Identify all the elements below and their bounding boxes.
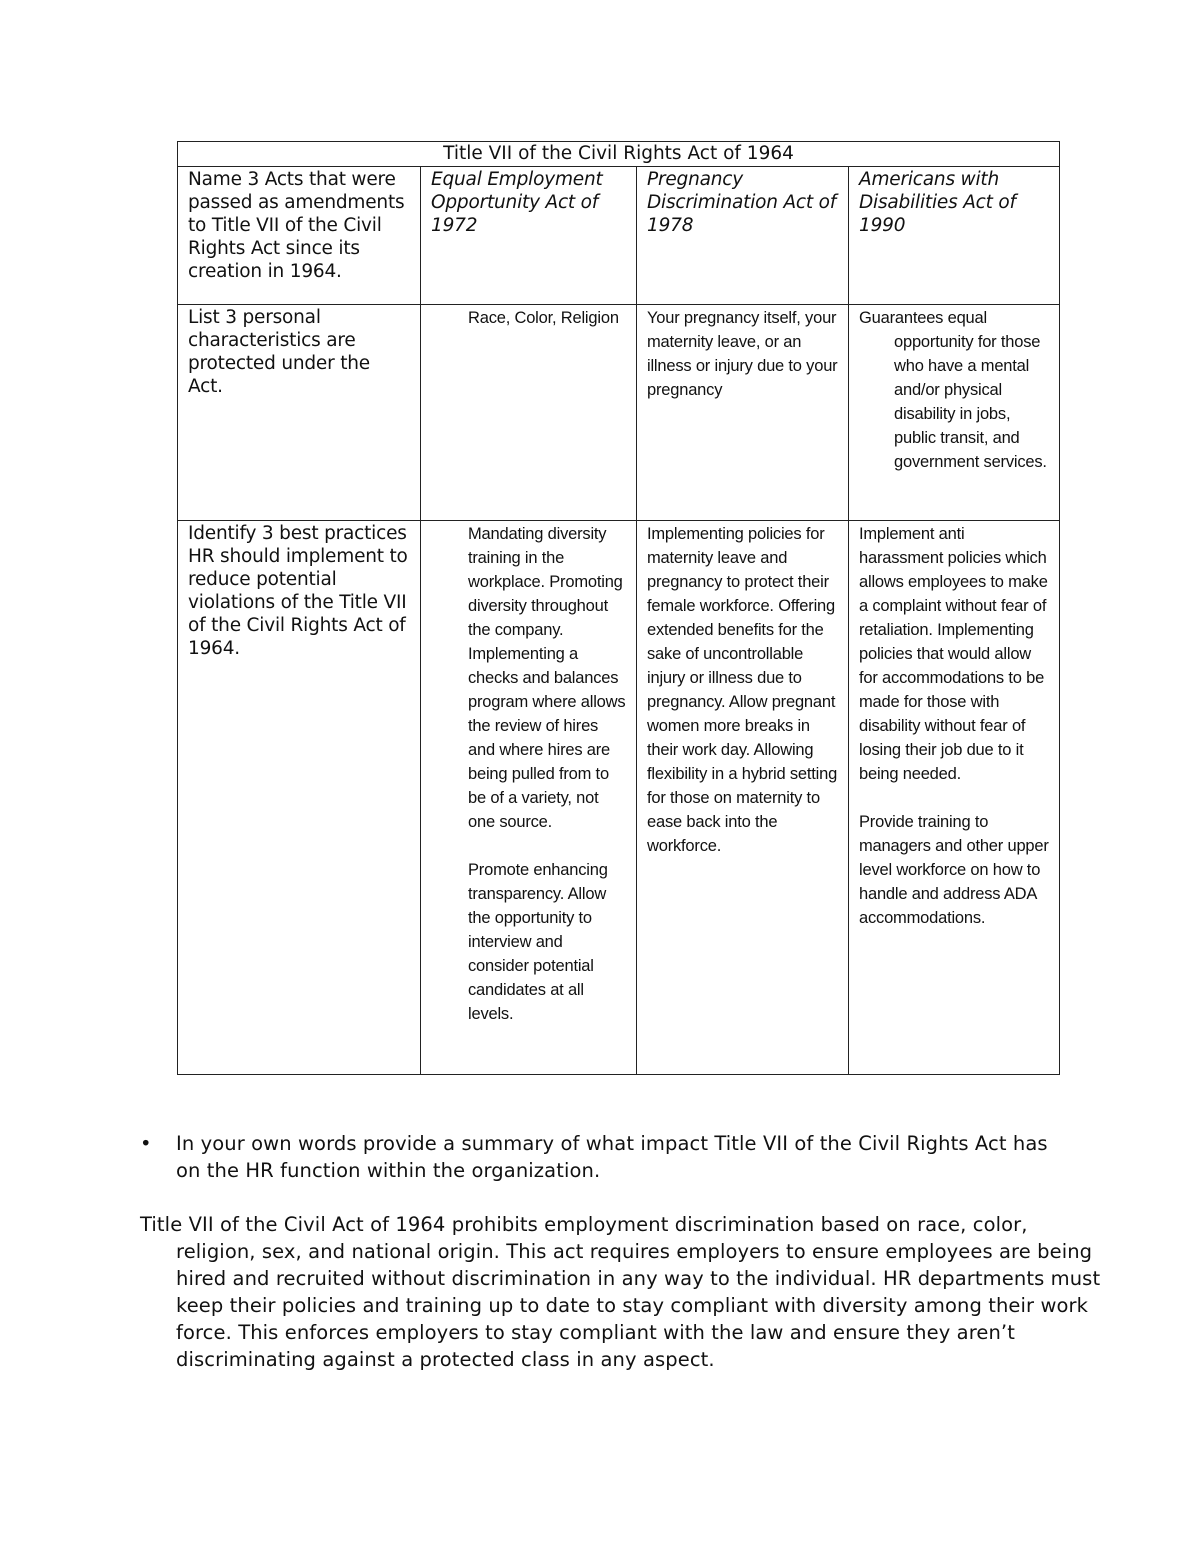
table-title-row [178,142,1060,167]
answer-cell [421,521,637,1075]
answer-cell: Equal Employment Opportunity Act of 1972 [421,167,637,305]
civil-rights-table [177,141,1060,1075]
table-title: Title VII of the Civil Rights Act of 1964 [178,142,1060,167]
answer-paragraph: Promote enhancing transparency. Allow the opportunity to interview and consider potential candidates at all levels. [468,861,608,1023]
question-cell: Name 3 Acts that were passed as amendments to Title VII of the Civil Rights Act since its creation in 1964. [178,167,421,305]
bullet-item [140,1130,1070,1184]
paragraph-gap [859,786,1049,810]
paragraph-gap [468,834,626,858]
summary-paragraph: Title VII of the Civil Act of 1964 prohibits employment discrimination based on race, color, religion, sex, and national origin. This act requires employers to ensure employees are being hired and recruited without discrimination in any way to the individual. HR departments must keep their policies and training up to date to stay compliant with diversity among their work force. This enforces employers to stay compliant with the law and ensure they aren’t discriminating against a protected class in any aspect. [140,1213,1101,1371]
answer-cell: Implementing policies for maternity leave and pregnancy to protect their female workforce. Offering extended benefits for the sake of uncontrollable injury or illness due to pregnancy. Allow pregnant women more breaks in their work day. Allowing flexibility in a hybrid setting for those on maternity to ease back into the workforce. [637,521,849,1075]
answer-cell: Race, Color, Religion [421,305,637,521]
answer-cell [849,305,1060,521]
answer-cell: Americans with Disabilities Act of 1990 [849,167,1060,305]
bullet-icon: • [140,1132,152,1155]
table-row [178,167,1060,305]
table-row [178,305,1060,521]
answer-paragraph: Implement anti harassment policies which allows employees to make a complaint without fear of retaliation. Implementing policies that would allow for accommodations to be made for those with disability without fear of losing their job due to it being needed. [859,525,1048,783]
answer-cell: Your pregnancy itself, your maternity leave, or an illness or injury due to your pregnancy [637,305,849,521]
answer-cell: Pregnancy Discrimination Act of 1978 [637,167,849,305]
table-row [178,521,1060,1075]
answer-text: Guarantees equal opportunity for those who have a mental and/or physical disability in jobs, public transit, and government services. [859,309,1047,471]
bullet-text: In your own words provide a summary of what impact Title VII of the Civil Rights Act has on the HR function within the organization. [176,1132,1048,1182]
answer-paragraph: Provide training to managers and other upper level workforce on how to handle and address ADA accommodations. [859,813,1049,927]
answer-paragraph: Mandating diversity training in the workplace. Promoting diversity throughout the company. Implementing a checks and balances program where allows the review of hires and where hires are being pulled from to be of a variety, not one source. [468,525,626,831]
question-cell: Identify 3 best practices HR should implement to reduce potential violations of the Title VII of the Civil Rights Act of 1964. [178,521,421,1075]
question-cell: List 3 personal characteristics are protected under the Act. [178,305,421,521]
answer-cell [849,521,1060,1075]
